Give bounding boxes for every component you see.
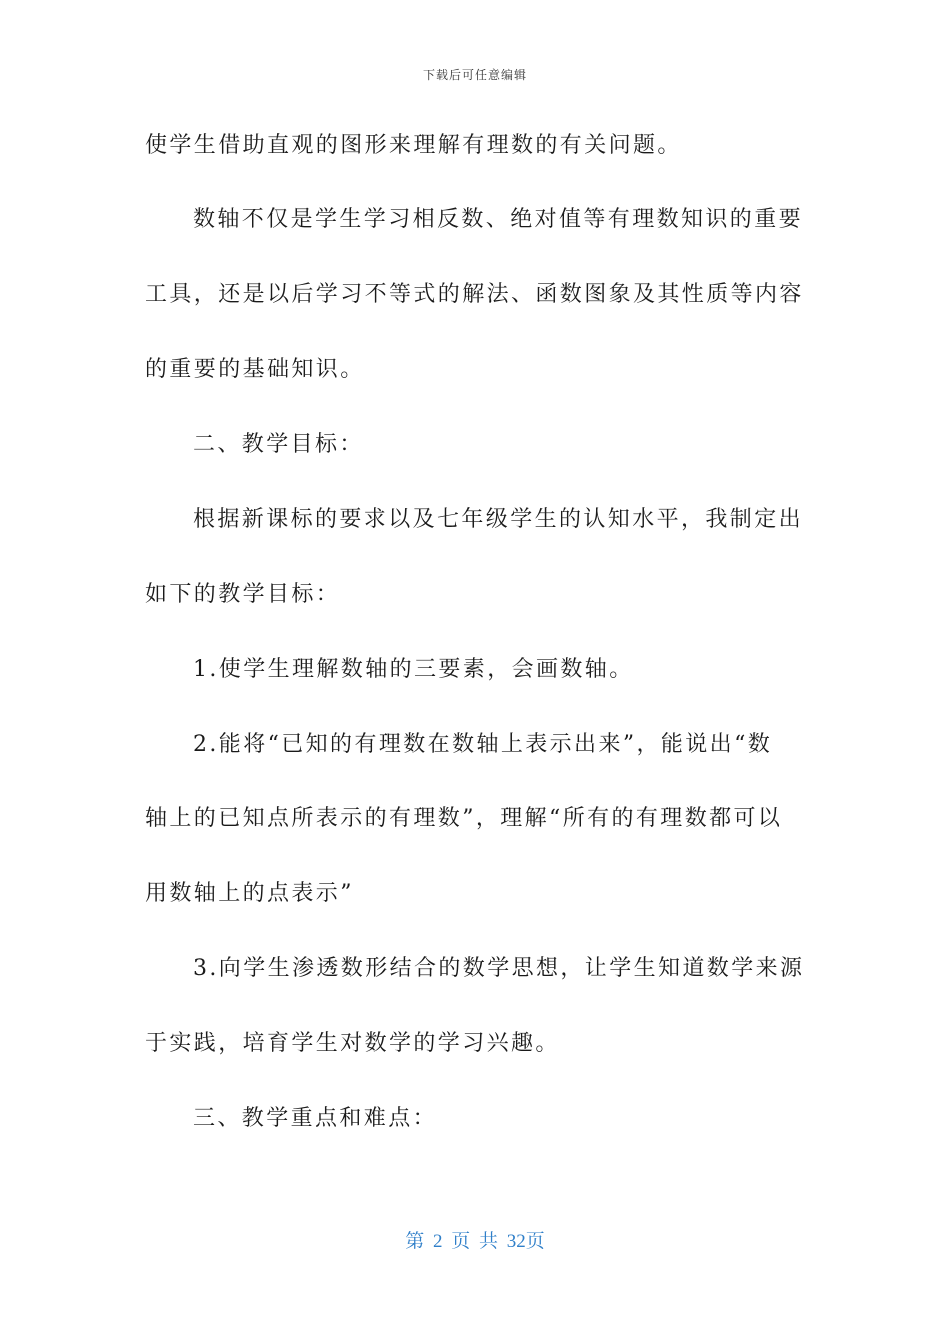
text-line: 轴上的已知点所表示的有理数”，理解“所有的有理数都可以 bbox=[145, 806, 783, 831]
text-line: 于实践，培育学生对数学的学习兴趣。 bbox=[145, 1031, 560, 1056]
page-number: 第 2 页 共 32页 bbox=[405, 1231, 545, 1252]
text-line: 如下的教学目标： bbox=[145, 582, 341, 607]
list-item: 2.能将“已知的有理数在数轴上表示出来”，能说出“数 bbox=[193, 732, 773, 757]
list-item: 1.使学生理解数轴的三要素，会画数轴。 bbox=[193, 657, 634, 682]
text-line: 用数轴上的点表示” bbox=[145, 881, 354, 906]
text-line: 使学生借助直观的图形来理解有理数的有关问题。 bbox=[145, 133, 682, 158]
text-line: 的重要的基础知识。 bbox=[145, 357, 365, 382]
text-line: 数轴不仅是学生学习相反数、绝对值等有理数知识的重要 bbox=[193, 207, 804, 232]
section-heading: 二、教学目标： bbox=[193, 432, 364, 457]
page-header-note: 下载后可任意编辑 bbox=[422, 68, 527, 82]
list-item: 3.向学生渗透数形结合的数学思想，让学生知道数学来源 bbox=[193, 956, 805, 981]
section-heading: 三、教学重点和难点： bbox=[193, 1106, 438, 1131]
text-line: 根据新课标的要求以及七年级学生的认知水平，我制定出 bbox=[193, 507, 804, 532]
text-line: 工具，还是以后学习不等式的解法、函数图象及其性质等内容 bbox=[145, 282, 804, 307]
